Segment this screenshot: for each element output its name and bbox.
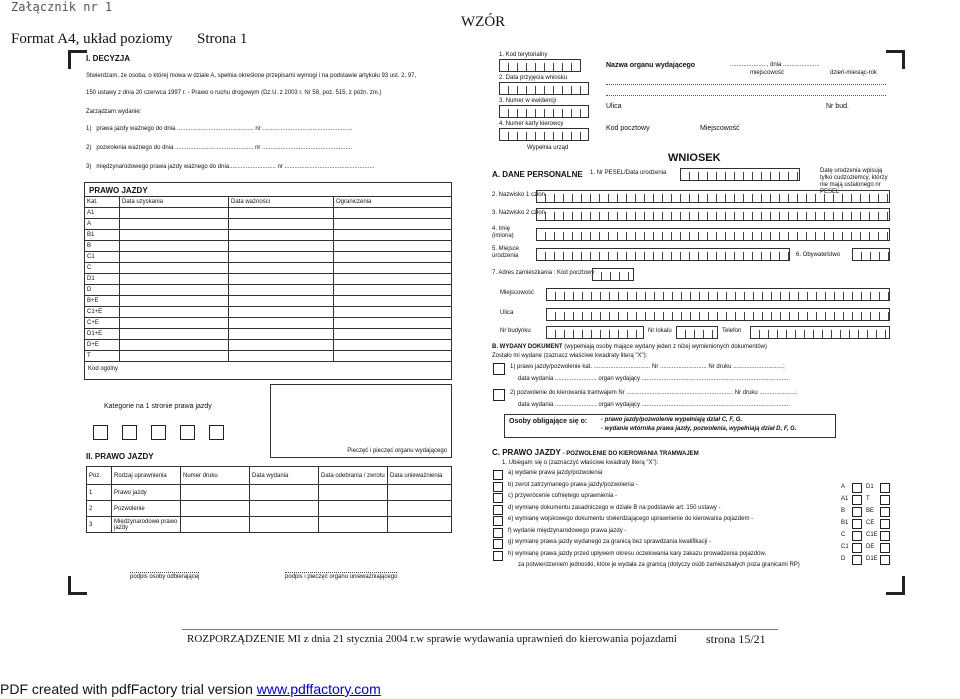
c-request: 1. Ubiegam się o (zaznaczyć właściwe kwadraty literą "X"): — [502, 460, 659, 466]
c-item-text: b) zwrot zatrzymanego prawa jazdy/pozwolenia - — [508, 481, 638, 488]
pdf-link[interactable]: www.pdffactory.com — [256, 681, 381, 697]
category-checkbox[interactable] — [122, 425, 137, 440]
name1-label: 2. Nazwisko 1 człon — [492, 192, 546, 198]
addr-city-cells[interactable] — [546, 288, 890, 301]
entry-cell[interactable] — [120, 285, 229, 296]
license-table-title: PRAWO JAZDY — [89, 186, 148, 195]
corner-mark — [68, 576, 87, 595]
category-cell: B — [85, 241, 120, 252]
issued-table — [86, 466, 452, 533]
addr-building-cells[interactable] — [546, 326, 644, 339]
table-row — [87, 501, 452, 517]
cell-type: Międzynarodowe prawo jazdy — [112, 517, 181, 533]
category-checkbox[interactable] — [852, 543, 862, 553]
entry-cell[interactable] — [120, 296, 229, 307]
page-ref: strona 15/21 — [706, 632, 766, 646]
order-1 — [86, 126, 486, 133]
entry-cell[interactable] — [334, 307, 452, 318]
obliged-box — [504, 414, 836, 438]
pattern-label: WZÓR — [461, 14, 506, 30]
category-cell: C1 — [85, 252, 120, 263]
birthplace-cells[interactable] — [536, 248, 790, 261]
office-field-cells[interactable] — [499, 59, 581, 72]
col-header: Kat. — [85, 197, 120, 208]
name1-cells[interactable] — [536, 190, 890, 203]
entry-cell[interactable] — [334, 263, 452, 274]
category-checkbox[interactable] — [852, 507, 862, 517]
category-label: BE — [866, 508, 875, 514]
c-item-text: za potwierdzeniem jednostki, które je wydała za granicą (dotyczy osób zamieszkałych poza granicami RP) — [518, 562, 800, 568]
addr-flat-cells[interactable] — [676, 326, 718, 339]
c-item-text: e) wymianę wojskowego dokumentu stwierdzającego uprawnienie do kierowania pojazdem - — [508, 516, 754, 522]
entry-cell[interactable] — [334, 208, 452, 219]
entry-cell[interactable] — [334, 329, 452, 340]
corner-mark — [886, 576, 905, 595]
entry-cell[interactable] — [334, 252, 452, 263]
category-cell: B+E — [85, 296, 120, 307]
category-label: CE — [866, 520, 875, 526]
entry-cell[interactable] — [229, 263, 334, 274]
issued-title: II. PRAWO JAZDY — [86, 452, 154, 461]
stamp-label: Wypełnia urząd — [527, 145, 569, 151]
order-text: pozwolenia ważnego do dnia ............................................... nr ...................................................... — [96, 145, 353, 151]
organ-line — [606, 84, 886, 85]
office-field-label: 4. Numer karty kierowcy — [499, 121, 564, 127]
category-label: D1 — [866, 484, 874, 490]
corner-mark — [68, 50, 87, 69]
entry-cell[interactable] — [229, 230, 334, 241]
col-header: Data wydania — [250, 467, 319, 485]
entry-cell[interactable] — [120, 307, 229, 318]
entry-cell[interactable] — [229, 329, 334, 340]
entry-cell[interactable] — [229, 208, 334, 219]
col-header: Poz. — [87, 467, 112, 485]
office-field-cells[interactable] — [499, 105, 589, 118]
entry-cell[interactable] — [120, 208, 229, 219]
addr-city-label: Miejscowość — [500, 290, 535, 296]
category-checkbox[interactable] — [852, 495, 862, 505]
category-cell: T — [85, 351, 120, 362]
entry-cell[interactable] — [229, 285, 334, 296]
category-cell: C+E — [85, 318, 120, 329]
cell-type: Prawo jazdy — [112, 485, 181, 501]
format-label: Format A4, układ poziomy — [11, 31, 173, 47]
obliged-2: - wydanie wtórnika prawa jazdy, pozwolenia, wypełniają dział D, F, G. — [601, 426, 797, 432]
entry-cell[interactable] — [334, 219, 452, 230]
doc2-text: 2) pozwolenie do kierowania tramwajem Nr ................................................................ Nr druku ......................; — [510, 390, 798, 396]
annex-label: Załącznik nr 1 — [11, 0, 113, 14]
table-row — [85, 318, 452, 329]
c-heading — [492, 449, 699, 458]
table-row — [85, 274, 452, 285]
category-cell: C1+E — [85, 307, 120, 318]
city-label: Miejscowość — [700, 125, 740, 132]
order-num: 3) — [86, 164, 92, 170]
obliged-label: Osoby obligające się o: — [509, 418, 588, 425]
doc2b-text: data wydania ......................... organ wydający ......................................................................................... — [518, 402, 791, 408]
col-header: Data odebrania / zwrotu — [319, 467, 388, 485]
cell-type: Pozwolenie — [112, 501, 181, 517]
decision-title: I. DECYZJA — [86, 54, 131, 63]
office-field-label: 2. Data przyjęcia wniosku — [499, 75, 568, 81]
sign-1: podpis osoby odbierającej — [130, 574, 200, 580]
office-field-cells[interactable] — [499, 128, 589, 141]
street-label: Ulica — [606, 103, 622, 110]
addr-phone-label: Telefon — [722, 328, 742, 334]
table-row — [85, 296, 452, 307]
regulation-text: ROZPORZĄDZENIE MI z dnia 21 stycznia 2004 r.w sprawie wydawania uprawnień do kierowania pojazdami — [187, 633, 677, 645]
category-checkbox[interactable] — [880, 555, 890, 565]
entry-cell[interactable] — [120, 219, 229, 230]
cell-num: 2 — [87, 501, 112, 517]
col-header: Ograniczenia — [334, 197, 452, 208]
order-text: międzynarodowego prawa jazdy ważnego do dnia............................ nr ...................................................... — [96, 164, 375, 170]
entry-cell[interactable] — [334, 274, 452, 285]
entry-cell[interactable] — [120, 340, 229, 351]
cell-num: 3 — [87, 517, 112, 533]
name2-cells[interactable] — [536, 208, 890, 221]
table-row — [85, 285, 452, 296]
decision-text-2: 150 ustawy z dnia 20 czerwca 1997 r. - Prawo o ruchu drogowym (Dz.U. z 2003 r. Nr 58, poz. 515, z późn. zm.) — [86, 90, 382, 96]
doc1-checkbox[interactable] — [493, 363, 505, 375]
entry-cell[interactable] — [120, 263, 229, 274]
category-checkbox[interactable] — [209, 425, 224, 440]
category-label: C1E — [866, 532, 878, 538]
entry-cell[interactable] — [120, 329, 229, 340]
category-label: A1 — [841, 496, 849, 502]
pesel-label: 1. Nr PESEL/Data urodzenia — [590, 170, 667, 176]
entry-cell[interactable] — [229, 307, 334, 318]
addr-street-cells[interactable] — [546, 308, 890, 321]
pesel-note: Datę urodzenia wpisują tylko cudzoziemcy, którzy nie mają ustalonego nr PESEL — [820, 168, 888, 195]
category-label: A — [841, 484, 846, 490]
category-checkbox[interactable] — [93, 425, 108, 440]
table-row — [85, 307, 452, 318]
entry-cell[interactable] — [229, 296, 334, 307]
order-2 — [86, 145, 486, 152]
first-name-cells[interactable] — [536, 228, 890, 241]
table-row — [85, 230, 452, 241]
category-label: B1 — [841, 520, 849, 526]
license-table-footer: Kod ogólny — [88, 366, 119, 372]
address-label: 7. Adres zamieszkania : Kod pocztowy — [492, 270, 595, 276]
entry-cell[interactable] — [334, 351, 452, 362]
decision-section — [86, 54, 486, 171]
c-item-text: c) przywrócenie cofniętego uprawnienia - — [508, 493, 618, 499]
obliged-1: - prawo jazdy/pozwolenie wypełniają dział C, F, G. — [601, 417, 743, 423]
entry-cell[interactable] — [229, 219, 334, 230]
category-label: D1E — [866, 556, 878, 562]
c-item-checkbox[interactable] — [493, 516, 503, 526]
entry-cell[interactable] — [120, 274, 229, 285]
category-checkbox[interactable] — [180, 425, 195, 440]
category-label: B — [841, 508, 846, 514]
citizenship-cells[interactable] — [852, 248, 890, 261]
issued-doc-heading — [492, 344, 892, 351]
doc2-checkbox[interactable] — [493, 389, 505, 401]
wniosek-title: WNIOSEK — [668, 152, 721, 164]
entry-cell[interactable] — [334, 241, 452, 252]
category-cell: A1 — [85, 208, 120, 219]
entry-cell[interactable] — [334, 318, 452, 329]
office-fields — [499, 52, 599, 152]
entry-cell[interactable] — [334, 230, 452, 241]
name2-label: 3. Nazwisko 2 człon — [492, 210, 546, 216]
c-item-checkbox[interactable] — [493, 470, 503, 480]
postal-cells[interactable] — [592, 268, 634, 281]
category-checkbox[interactable] — [852, 519, 862, 529]
addr-building-label: Nr budynku — [500, 328, 531, 334]
category-cell: C — [85, 263, 120, 274]
category-label: C — [841, 532, 846, 538]
corner-mark — [886, 50, 905, 69]
entry-cell[interactable] — [334, 296, 452, 307]
category-label: T — [866, 496, 870, 502]
table-row — [85, 252, 452, 263]
category-checkbox[interactable] — [880, 483, 890, 493]
entry-cell[interactable] — [120, 252, 229, 263]
organ-label: Nazwa organu wydającego — [606, 62, 696, 69]
page-label: Strona 1 — [197, 31, 248, 47]
table-row — [85, 351, 452, 362]
issued-doc-title: B. WYDANY DOKUMENT — [492, 344, 563, 350]
office-field-label: 3. Numer w ewidencji — [499, 98, 557, 104]
c-sub: - POZWOLENIE DO KIEROWANIA TRAMWAJEM — [562, 451, 699, 457]
date-line: ..................... , dnia ...................... — [730, 62, 820, 68]
category-checkbox[interactable] — [852, 555, 862, 565]
license-table — [84, 196, 452, 362]
category-checkbox[interactable] — [880, 531, 890, 541]
order-3 — [86, 164, 486, 171]
table-row — [85, 208, 452, 219]
entry-cell[interactable] — [229, 252, 334, 263]
date-caption-1: miejscowość — [750, 70, 785, 76]
table-row — [85, 329, 452, 340]
entry-cell[interactable] — [334, 340, 452, 351]
table-row — [87, 485, 452, 501]
col-header: Numer druku — [181, 467, 250, 485]
entry-cell[interactable] — [229, 274, 334, 285]
citizenship-label: 6. Obywatelstwo — [796, 252, 841, 258]
order-text: prawa jazdy ważnego do dnia .............................................. nr ...................................................... — [96, 126, 353, 132]
category-checkbox[interactable] — [151, 425, 166, 440]
table-row — [85, 219, 452, 230]
c-item-checkbox[interactable] — [493, 528, 503, 538]
organ-line — [606, 95, 886, 96]
c-item-text: a) wydanie prawa jazdy/pozwolenia — [508, 470, 603, 476]
c-item-text: d) wymianę dokumentu zasadniczego w dziale B na podstawie art. 150 ustawy - — [508, 504, 721, 511]
cell-num: 1 — [87, 485, 112, 501]
c-item-checkbox[interactable] — [493, 505, 503, 515]
entry-cell[interactable] — [120, 351, 229, 362]
birthplace-label: 5. Miejsce urodzenia — [492, 246, 520, 259]
entry-cell[interactable] — [229, 318, 334, 329]
pdf-notice — [0, 681, 381, 697]
entry-cell[interactable] — [120, 318, 229, 329]
category-checkbox[interactable] — [880, 507, 890, 517]
category-checkbox[interactable] — [880, 543, 890, 553]
office-field-label: 1. Kod terytorialny — [499, 52, 548, 58]
category-cell: A — [85, 219, 120, 230]
entry-cell[interactable] — [120, 230, 229, 241]
c-title: C. PRAWO JAZDY — [492, 448, 561, 457]
category-label: DE — [866, 544, 875, 550]
c-item-text: f) wydanie międzynarodowego prawa jazdy - — [508, 527, 627, 534]
order-num: 1) — [86, 126, 92, 132]
category-checkbox[interactable] — [852, 531, 862, 541]
category-label: D — [841, 556, 846, 562]
first-name-label: 4. Imię (imiona) — [492, 226, 514, 239]
category-checkbox[interactable] — [852, 483, 862, 493]
seal-box — [270, 384, 452, 458]
table-row — [85, 263, 452, 274]
categories-label: Kategorie na 1 stronie prawa jazdy — [104, 403, 212, 410]
entry-cell[interactable] — [229, 340, 334, 351]
c-item-text: h) wymianę prawa jazdy przed upływem okresu oczekiwania kary zakazu prowadzenia pojazdów, — [508, 550, 767, 557]
addr-street-label: Ulica — [500, 310, 514, 316]
c-item-text: g) wymianę prawa jazdy wydanego za granicą bez sprawdzania kwalifikacji - — [508, 539, 712, 545]
doc1b-text: data wydania ......................... organ wydający ......................................................................................... — [518, 376, 791, 382]
c-item-checkbox[interactable] — [493, 539, 503, 549]
date-caption-2: dzień-miesiąc-rok — [830, 70, 878, 76]
category-cell: D — [85, 285, 120, 296]
decision-text-1: Stwierdzam, że osoba, o której mowa w dziale A, spełnia określone przepisami wymogi i na podstawie artykułu 93 ust. 2, 97, — [86, 73, 417, 79]
c-item-checkbox[interactable] — [493, 493, 503, 503]
entry-cell[interactable] — [229, 351, 334, 362]
col-header: Data ważności — [229, 197, 334, 208]
seal-label: Pieczęć i pieczęć organu wydającego — [347, 448, 447, 454]
issued-doc-note: (wypełniają osoby mające wydany jeden z niżej wymienionych dokumentów) — [564, 344, 768, 350]
category-checkbox[interactable] — [880, 495, 890, 505]
addr-flat-label: Nr lokalu — [648, 328, 672, 334]
doc1-text: 1) prawo jazdy/pozwolenie kat. .................................. Nr ............................ Nr druku ..............................; — [510, 364, 785, 370]
footer-rule — [182, 629, 778, 630]
category-cell: B1 — [85, 230, 120, 241]
col-header: Data unieważnienia — [388, 467, 452, 485]
pesel-cells[interactable] — [680, 168, 800, 181]
order-num: 2) — [86, 145, 92, 151]
table-row — [85, 340, 452, 351]
category-checkbox[interactable] — [880, 519, 890, 529]
postal-label: Kod pocztowy — [606, 125, 650, 132]
c-item-checkbox[interactable] — [493, 551, 503, 561]
category-cell: D1+E — [85, 329, 120, 340]
table-row — [87, 517, 452, 533]
entry-cell[interactable] — [120, 241, 229, 252]
category-label: C1 — [841, 544, 849, 550]
category-cell: D+E — [85, 340, 120, 351]
entry-cell[interactable] — [229, 241, 334, 252]
order-label: Zarządzam wydanie: — [86, 109, 142, 115]
category-cell: D1 — [85, 274, 120, 285]
col-header: Data uzyskania — [120, 197, 229, 208]
issued-doc-sub: Zostało mi wydane (zaznacz właściwe kwadraty literą "X"): — [492, 353, 648, 359]
entry-cell[interactable] — [334, 285, 452, 296]
sign-2: podpis i pieczęć organu unieważniającego — [285, 574, 398, 580]
addr-phone-cells[interactable] — [750, 326, 890, 339]
pdf-notice-text: PDF created with pdfFactory trial version — [0, 681, 253, 697]
col-header: Rodzaj uprawnienia — [112, 467, 181, 485]
building-label: Nr bud. — [826, 103, 849, 110]
office-field-cells[interactable] — [499, 82, 589, 95]
c-item-checkbox[interactable] — [493, 482, 503, 492]
table-row — [85, 241, 452, 252]
personal-title: A. DANE PERSONALNE — [492, 170, 583, 179]
